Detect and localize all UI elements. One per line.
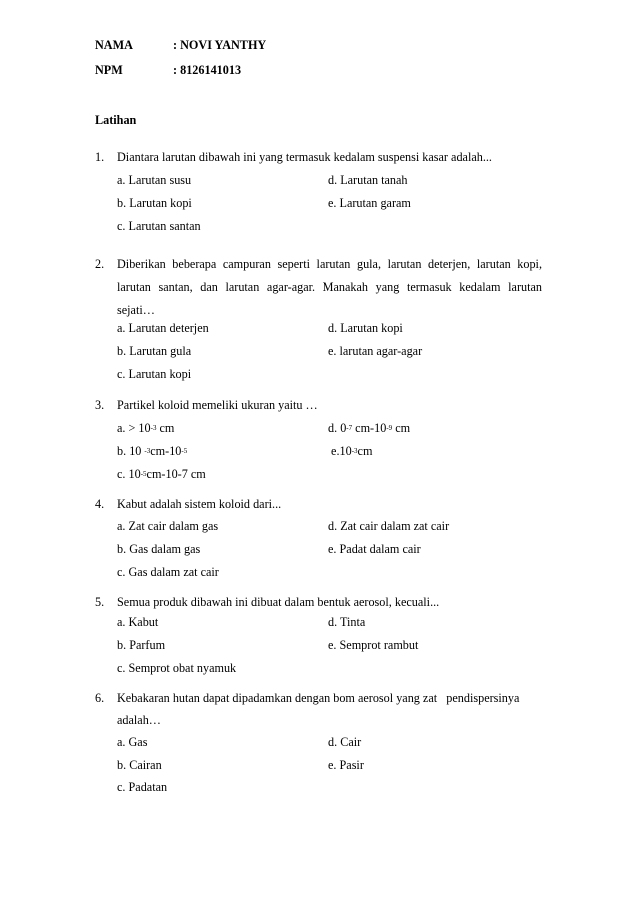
option-e: $e.10^{-3}cm$ [328,444,373,458]
option-c: c. Gas dalam zat cair [117,565,219,579]
option-a: a. Gas [117,735,148,749]
section-title: Latihan [95,113,137,127]
question-text: Partikel koloid memeliki ukuran yaitu … [117,398,318,412]
option-a: a. Larutan susu [117,173,192,187]
question-number: 1. [95,150,105,164]
option-e: e. Padat dalam cair [328,542,421,556]
option-a: a. Larutan deterjen [117,321,209,335]
question-text-line-1: Kebakaran hutan dapat dipadamkan dengan bom aerosol yang zat pendispersinya [117,691,520,705]
option-b: b. Larutan kopi [117,196,192,210]
question-number: 6. [95,691,105,705]
option-b: b. Parfum [117,638,166,652]
option-c: c. Semprot obat nyamuk [117,661,237,675]
question-number: 5. [95,595,105,609]
question-text-line-2: adalah… [117,713,161,727]
question-text-line-3: sejati… [117,303,155,317]
option-e: e. Semprot rambut [328,638,419,652]
option-d: d. Zat cair dalam zat cair [328,519,450,533]
question-number: 4. [95,497,105,511]
question-text-line-2: larutan santan, dan larutan agar-agar. Manakah yang termasuk kedalam larutan [117,280,542,294]
option-d: d. Tinta [328,615,366,629]
option-a: a. > $10^{-3}$ cm [117,421,175,435]
question-text: Diantara larutan dibawah ini yang termasuk kedalam suspensi kasar adalah... [117,150,492,164]
option-c: c. Larutan santan [117,219,201,233]
option-a: a. Zat cair dalam gas [117,519,219,533]
question-text: Semua produk dibawah ini dibuat dalam bentuk aerosol, kecuali... [117,595,440,609]
option-b: b. Cairan [117,758,162,772]
option-d: d. $0^{-7}$ $cm-10^{-9}$ cm [328,421,411,435]
option-a: a. Kabut [117,615,159,629]
option-d: d. Larutan tanah [328,173,408,187]
option-d: d. Larutan kopi [328,321,403,335]
option-c: c. Larutan kopi [117,367,192,381]
npm-label: NPM [95,63,123,77]
question-text-line-1: Diberikan beberapa campuran seperti larutan gula, larutan deterjen, larutan kopi, [117,257,542,271]
option-b: b. 10 $^{-3}cm-10^{-5}$ [117,444,188,458]
option-c: c. $10^{-5}cm-10-7$ cm [117,467,206,481]
question-number: 2. [95,257,105,271]
name-label: NAMA [95,38,133,52]
name-value: : NOVI YANTHY [173,38,267,52]
option-e: e. Larutan garam [328,196,411,210]
question-text: Kabut adalah sistem koloid dari... [117,497,282,511]
npm-value: : 8126141013 [173,63,242,77]
option-c: c. Padatan [117,780,168,794]
option-e: e. Pasir [328,758,364,772]
option-d: d. Cair [328,735,362,749]
option-e: e. larutan agar-agar [328,344,423,358]
option-b: b. Larutan gula [117,344,192,358]
question-number: 3. [95,398,105,412]
option-b: b. Gas dalam gas [117,542,201,556]
